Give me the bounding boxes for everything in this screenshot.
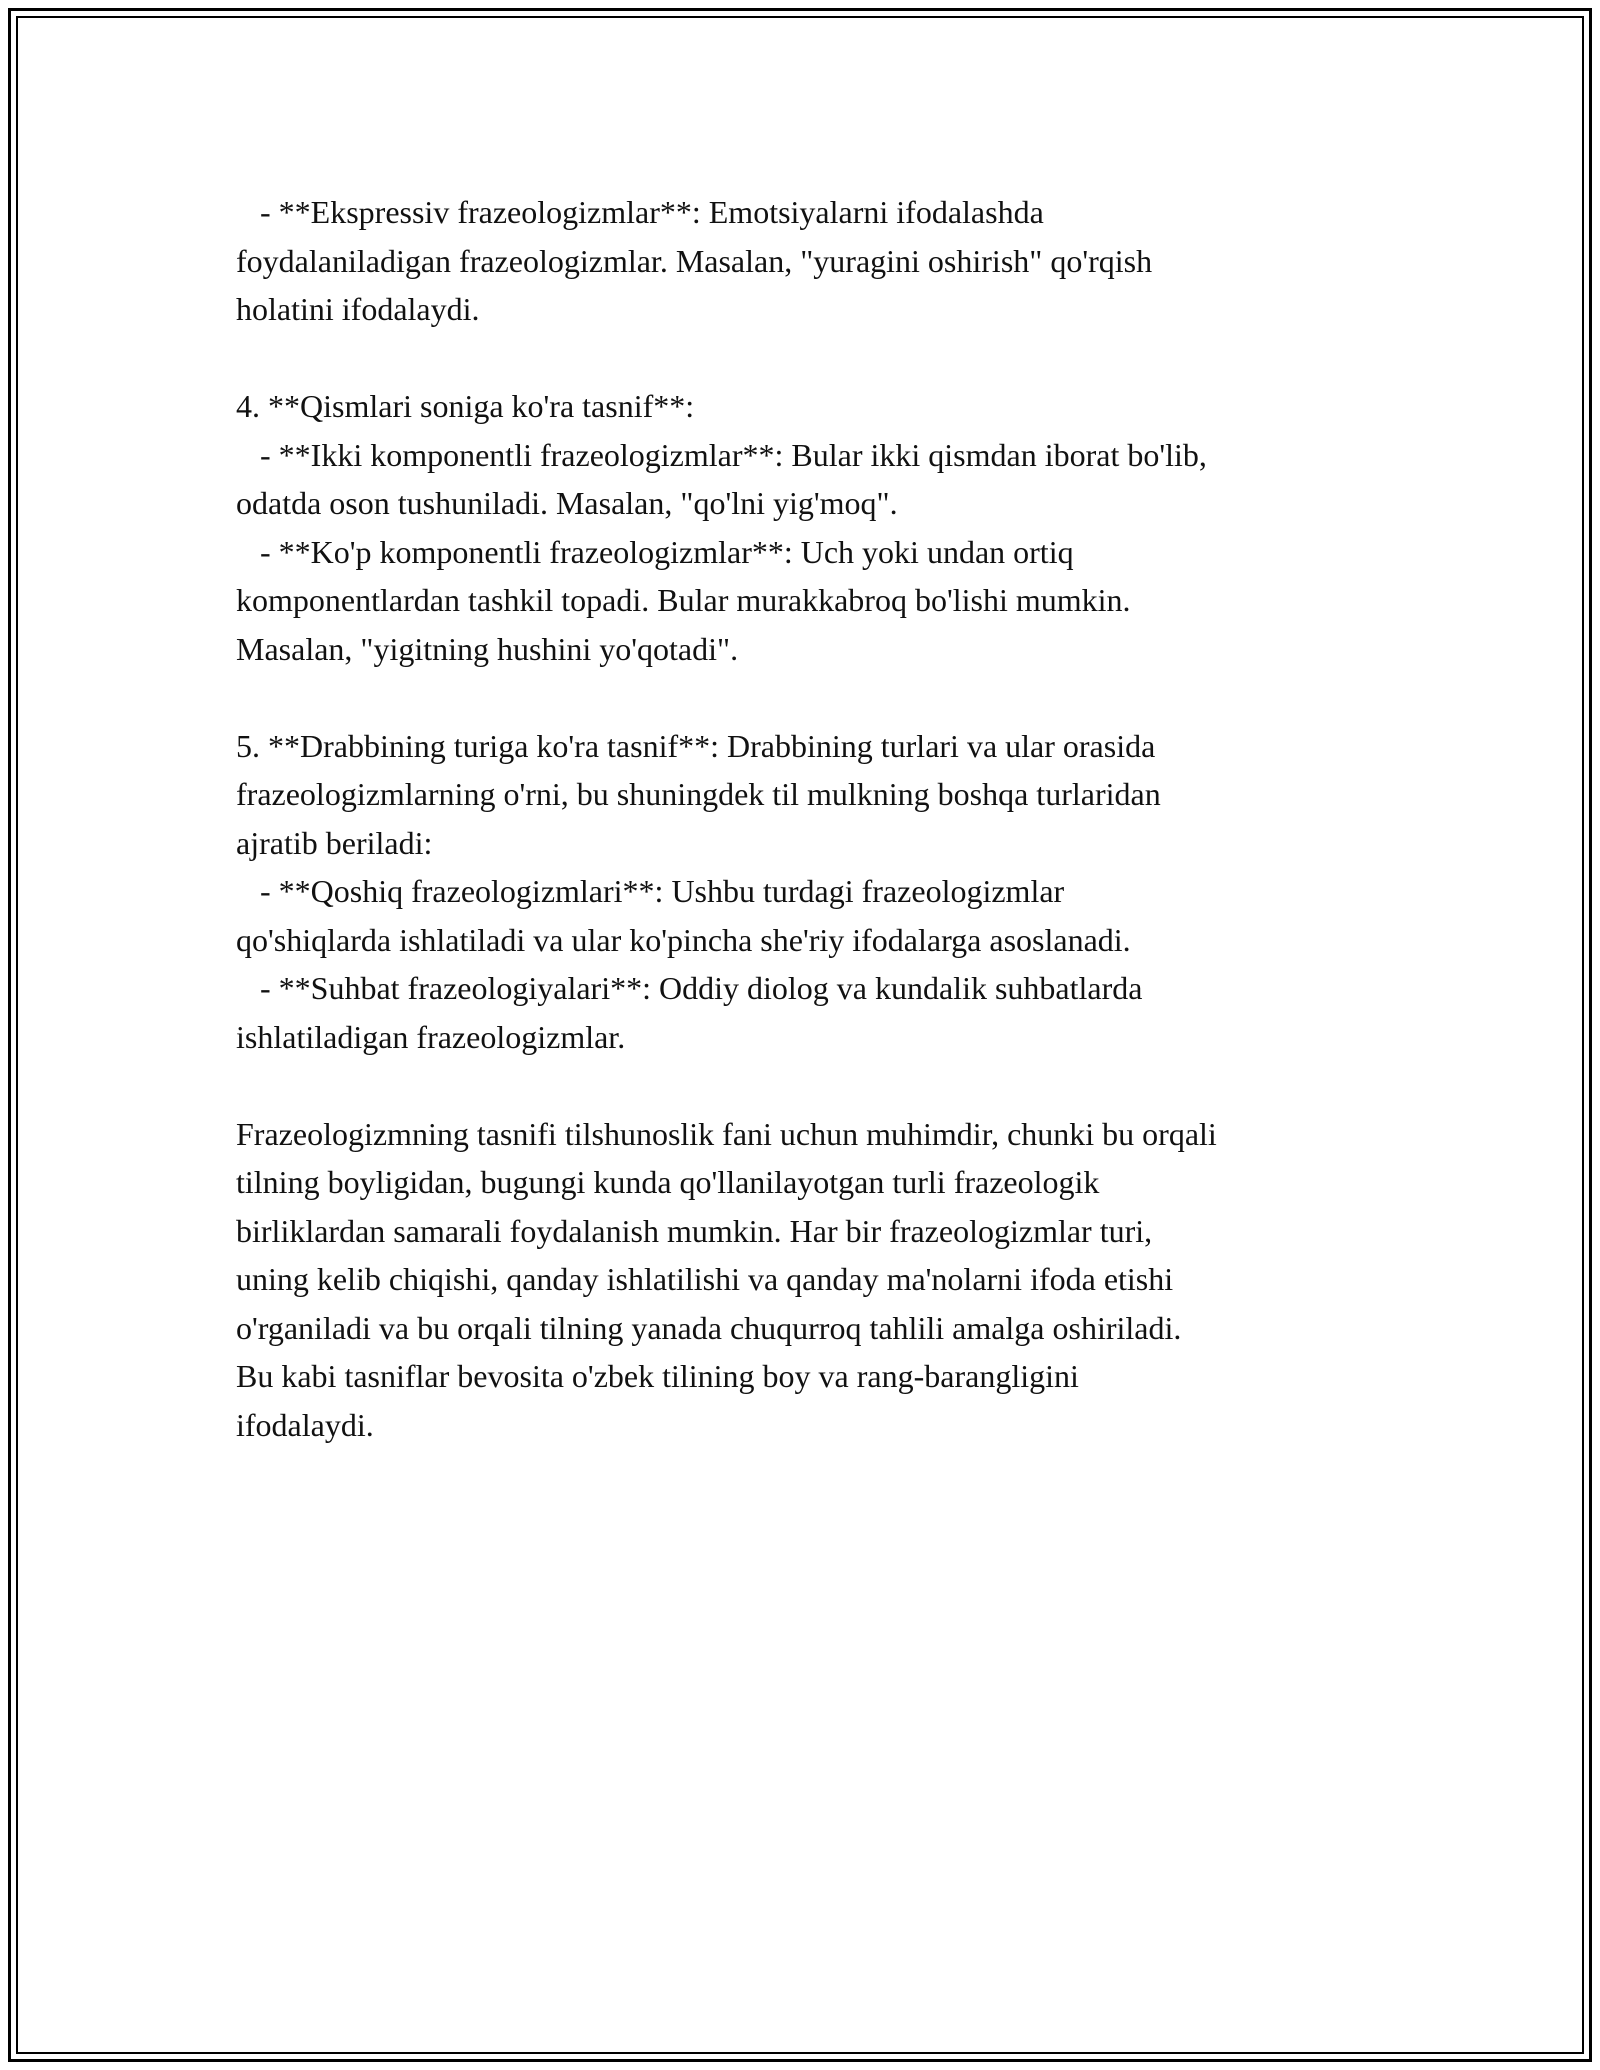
text-line: - **Ekspressiv frazeologizmlar**: Emotsiyalarni ifodalashda: [236, 194, 1044, 230]
text-line: foydalaniladigan frazeologizmlar. Masalan, "yuragini oshirish" qo'rqish: [236, 242, 1153, 279]
text-line: qo'shiqlarda ishlatiladi va ular ko'pincha she'riy ifodalarga asoslanadi.: [236, 921, 1131, 958]
section-heading: 4. **Qismlari soniga ko'ra tasnif**:: [236, 388, 695, 424]
blank-line: [236, 1061, 1396, 1110]
conclusion-line: tilning boyligidan, bugungi kunda qo'llanilayotgan turli frazeologik: [236, 1164, 1100, 1200]
text-line: - **Qoshiq frazeologizmlari**: Ushbu turdagi frazeologizmlar: [236, 873, 1065, 909]
blank-line: [236, 334, 1396, 383]
text-line: ajratib beriladi:: [236, 824, 433, 861]
conclusion-line: Frazeologizmning tasnifi tilshunoslik fani uchun muhimdir, chunki bu orqali: [236, 1115, 1217, 1152]
blank-line: [236, 673, 1396, 722]
text-line: - **Ikki komponentli frazeologizmlar**: Bular ikki qismdan iborat bo'lib,: [236, 436, 1207, 473]
conclusion-line: o'rganiladi va bu orqali tilning yanada chuqurroq tahlili amalga oshiriladi.: [236, 1309, 1182, 1346]
conclusion-line: birliklardan samarali foydalanish mumkin. Har bir frazeologizmlar turi,: [236, 1212, 1153, 1249]
conclusion-line: Bu kabi tasniflar bevosita o'zbek tilining boy va rang-barangligini: [236, 1358, 1079, 1394]
text-line: - **Ko'p komponentli frazeologizmlar**: Uch yoki undan ortiq: [236, 533, 1074, 570]
section-heading: 5. **Drabbining turiga ko'ra tasnif**: Drabbining turlari va ular orasida: [236, 727, 1156, 764]
text-line: frazeologizmlarning o'rni, bu shuningdek til mulkning boshqa turlaridan: [236, 776, 1161, 812]
text-line: - **Suhbat frazeologiyalari**: Oddiy diolog va kundalik suhbatlarda: [236, 970, 1143, 1006]
document-body: [236, 188, 1396, 1449]
text-line: holatini ifodalaydi.: [236, 291, 480, 327]
text-line: Masalan, "yigitning hushini yo'qotadi".: [236, 630, 739, 667]
conclusion-line: ifodalaydi.: [236, 1406, 374, 1443]
conclusion-line: uning kelib chiqishi, qanday ishlatilishi va qanday ma'nolarni ifoda etishi: [236, 1261, 1174, 1297]
text-line: odatda oson tushuniladi. Masalan, "qo'lni yig'moq".: [236, 485, 898, 521]
text-line: ishlatiladigan frazeologizmlar.: [236, 1018, 626, 1055]
text-line: komponentlardan tashkil topadi. Bular murakkabroq bo'lishi mumkin.: [236, 582, 1131, 618]
